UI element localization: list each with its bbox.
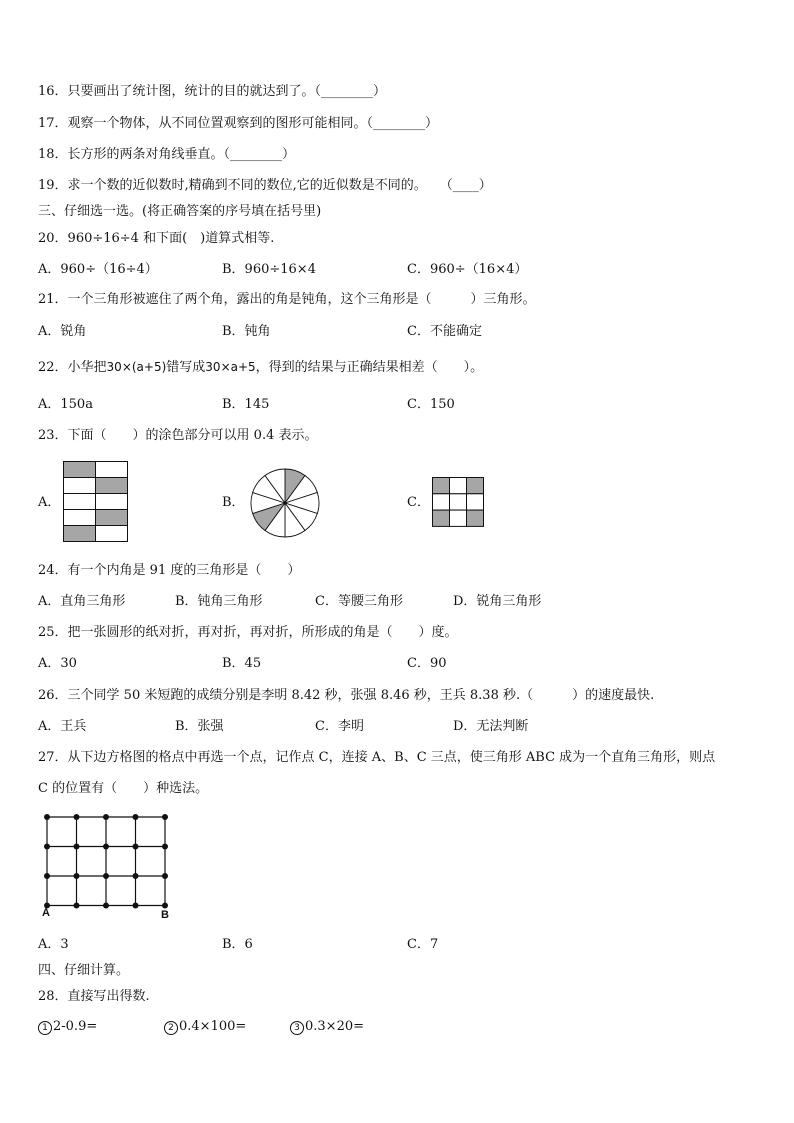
lattice-point [44,814,50,820]
q28-item-3 [290,1019,364,1035]
lattice-point [74,903,80,909]
lattice-point [103,814,109,820]
q24-option-b: B．钝角三角形 [175,594,263,609]
lattice-point [162,903,168,909]
figure-a-rectangle-grid [63,461,128,542]
q27-option-b: B．6 [222,937,253,952]
lattice-point [133,873,139,879]
lattice-point [103,903,109,909]
lattice-point [44,873,50,879]
rect-cell [96,494,128,510]
q22-middle: 错写成 [166,360,206,375]
rect-cell [96,510,128,526]
q27-option-a: A．3 [38,937,69,952]
q28-expression-2: 0.4×100= [179,1019,247,1034]
lattice-point [133,814,139,820]
q24-option-d: D．锐角三角形 [453,594,542,609]
grid-cell [450,478,467,494]
lattice-point [74,873,80,879]
q28-expression-3: 0.3×20= [305,1019,365,1034]
q26-option-d: D．无法判断 [453,719,529,734]
q22-option-c: C．150 [407,397,455,412]
lattice-point [103,873,109,879]
q22-prefix: 22．小华把 [38,360,107,375]
lattice-point [133,903,139,909]
question-20: 20．960÷16÷4 和下面( )道算式相等. [38,231,275,246]
q22-option-b: B．145 [222,397,270,412]
section-3-heading: 三、仔细选一选。(将正确答案的序号填在括号里) [38,204,322,219]
q28-expression-1: 2-0.9= [53,1019,98,1034]
rect-cell [96,462,128,478]
lattice-point [162,844,168,850]
question-23: 23．下面（ ）的涂色部分可以用 0.4 表示。 [38,428,318,443]
lattice-point [133,844,139,850]
rect-cell [64,510,96,526]
grid-cell [467,510,484,526]
grid-cell [433,494,450,510]
rect-cell [64,462,96,478]
q23-label-b: B． [222,495,245,510]
lattice-point [44,844,50,850]
q22-option-a: A．150a [38,397,93,412]
q27-option-c: C．7 [407,937,439,952]
lattice-point [162,814,168,820]
point-b-label: B [161,909,169,921]
question-18: 18．长方形的两条对角线垂直。（________） [38,147,296,162]
q28-item-2 [164,1019,246,1035]
q24-option-c: C．等腰三角形 [315,594,403,609]
q24-option-a: A．直角三角形 [38,594,126,609]
grid-cell [450,510,467,526]
question-27-line-1: 27．从下边方格图的格点中再选一个点，记作点 C，连接 A、B、C 三点，使三角形 ABC 成为一个直角三角形，则点 [38,750,716,765]
circled-number-3: 3 [290,1021,304,1035]
grid-cell [433,478,450,494]
figure-c-square-grid [432,477,484,527]
q26-option-c: C．李明 [315,719,364,734]
point-a-label: A [42,907,50,919]
q23-label-c: C． [407,495,430,510]
grid-cell [450,494,467,510]
question-25: 25．把一张圆形的纸对折，再对折，再对折，所形成的角是（ ）度。 [38,625,458,640]
q20-option-a: A．960÷（16÷4） [38,262,158,277]
lattice-grid-figure [42,812,172,907]
question-19: 19．求一个数的近似数时,精确到不同的数位,它的近似数是不同的。 （____） [38,178,492,193]
figure-b-circle-slices [250,468,320,538]
lattice-point [162,873,168,879]
rect-cell [64,494,96,510]
q23-label-a: A． [38,495,61,510]
q26-option-b: B．张强 [175,719,224,734]
lattice-point [74,814,80,820]
rect-cell [64,526,96,542]
lattice-point [103,844,109,850]
question-16: 16．只要画出了统计图，统计的目的就达到了。（________） [38,84,387,99]
question-22 [38,359,483,376]
q20-option-c: C．960÷（16×4） [407,262,528,277]
question-17: 17．观察一个物体，从不同位置观察到的图形可能相同。（________） [38,116,439,131]
q28-item-1 [38,1019,97,1035]
grid-cell [467,478,484,494]
q20-option-b: B．960÷16×4 [222,262,316,277]
q22-suffix: ，得到的结果与正确结果相差（ ）。 [255,360,484,375]
section-4-heading: 四、仔细计算。 [38,963,130,978]
q21-option-b: B．钝角 [222,324,271,339]
q22-correct-expression: 30×(a+5) [106,360,167,374]
rect-cell [96,526,128,542]
circled-number-1: 1 [38,1021,52,1035]
question-27-line-2: C 的位置有（ ）种选法。 [38,781,209,796]
q25-option-c: C．90 [407,656,447,671]
lattice-point [74,844,80,850]
grid-cell [433,510,450,526]
q25-option-a: A．30 [38,656,77,671]
circled-number-2: 2 [164,1021,178,1035]
q26-option-a: A．王兵 [38,719,87,734]
question-28: 28．直接写出得数. [38,989,150,1004]
q21-option-a: A．锐角 [38,324,87,339]
grid-cell [467,494,484,510]
rect-cell [64,478,96,494]
question-24: 24．有一个内角是 91 度的三角形是（ ） [38,563,301,578]
q22-wrong-expression: 30×a+5 [205,360,256,374]
rect-cell [96,478,128,494]
q21-option-c: C．不能确定 [407,324,482,339]
question-21: 21．一个三角形被遮住了两个角，露出的角是钝角，这个三角形是（ ）三角形。 [38,292,536,307]
q25-option-b: B．45 [222,656,262,671]
question-26: 26．三个同学 50 米短跑的成绩分别是李明 8.42 秒，张强 8.46 秒，王兵 8.38 秒.（ ）的速度最快. [38,688,655,703]
